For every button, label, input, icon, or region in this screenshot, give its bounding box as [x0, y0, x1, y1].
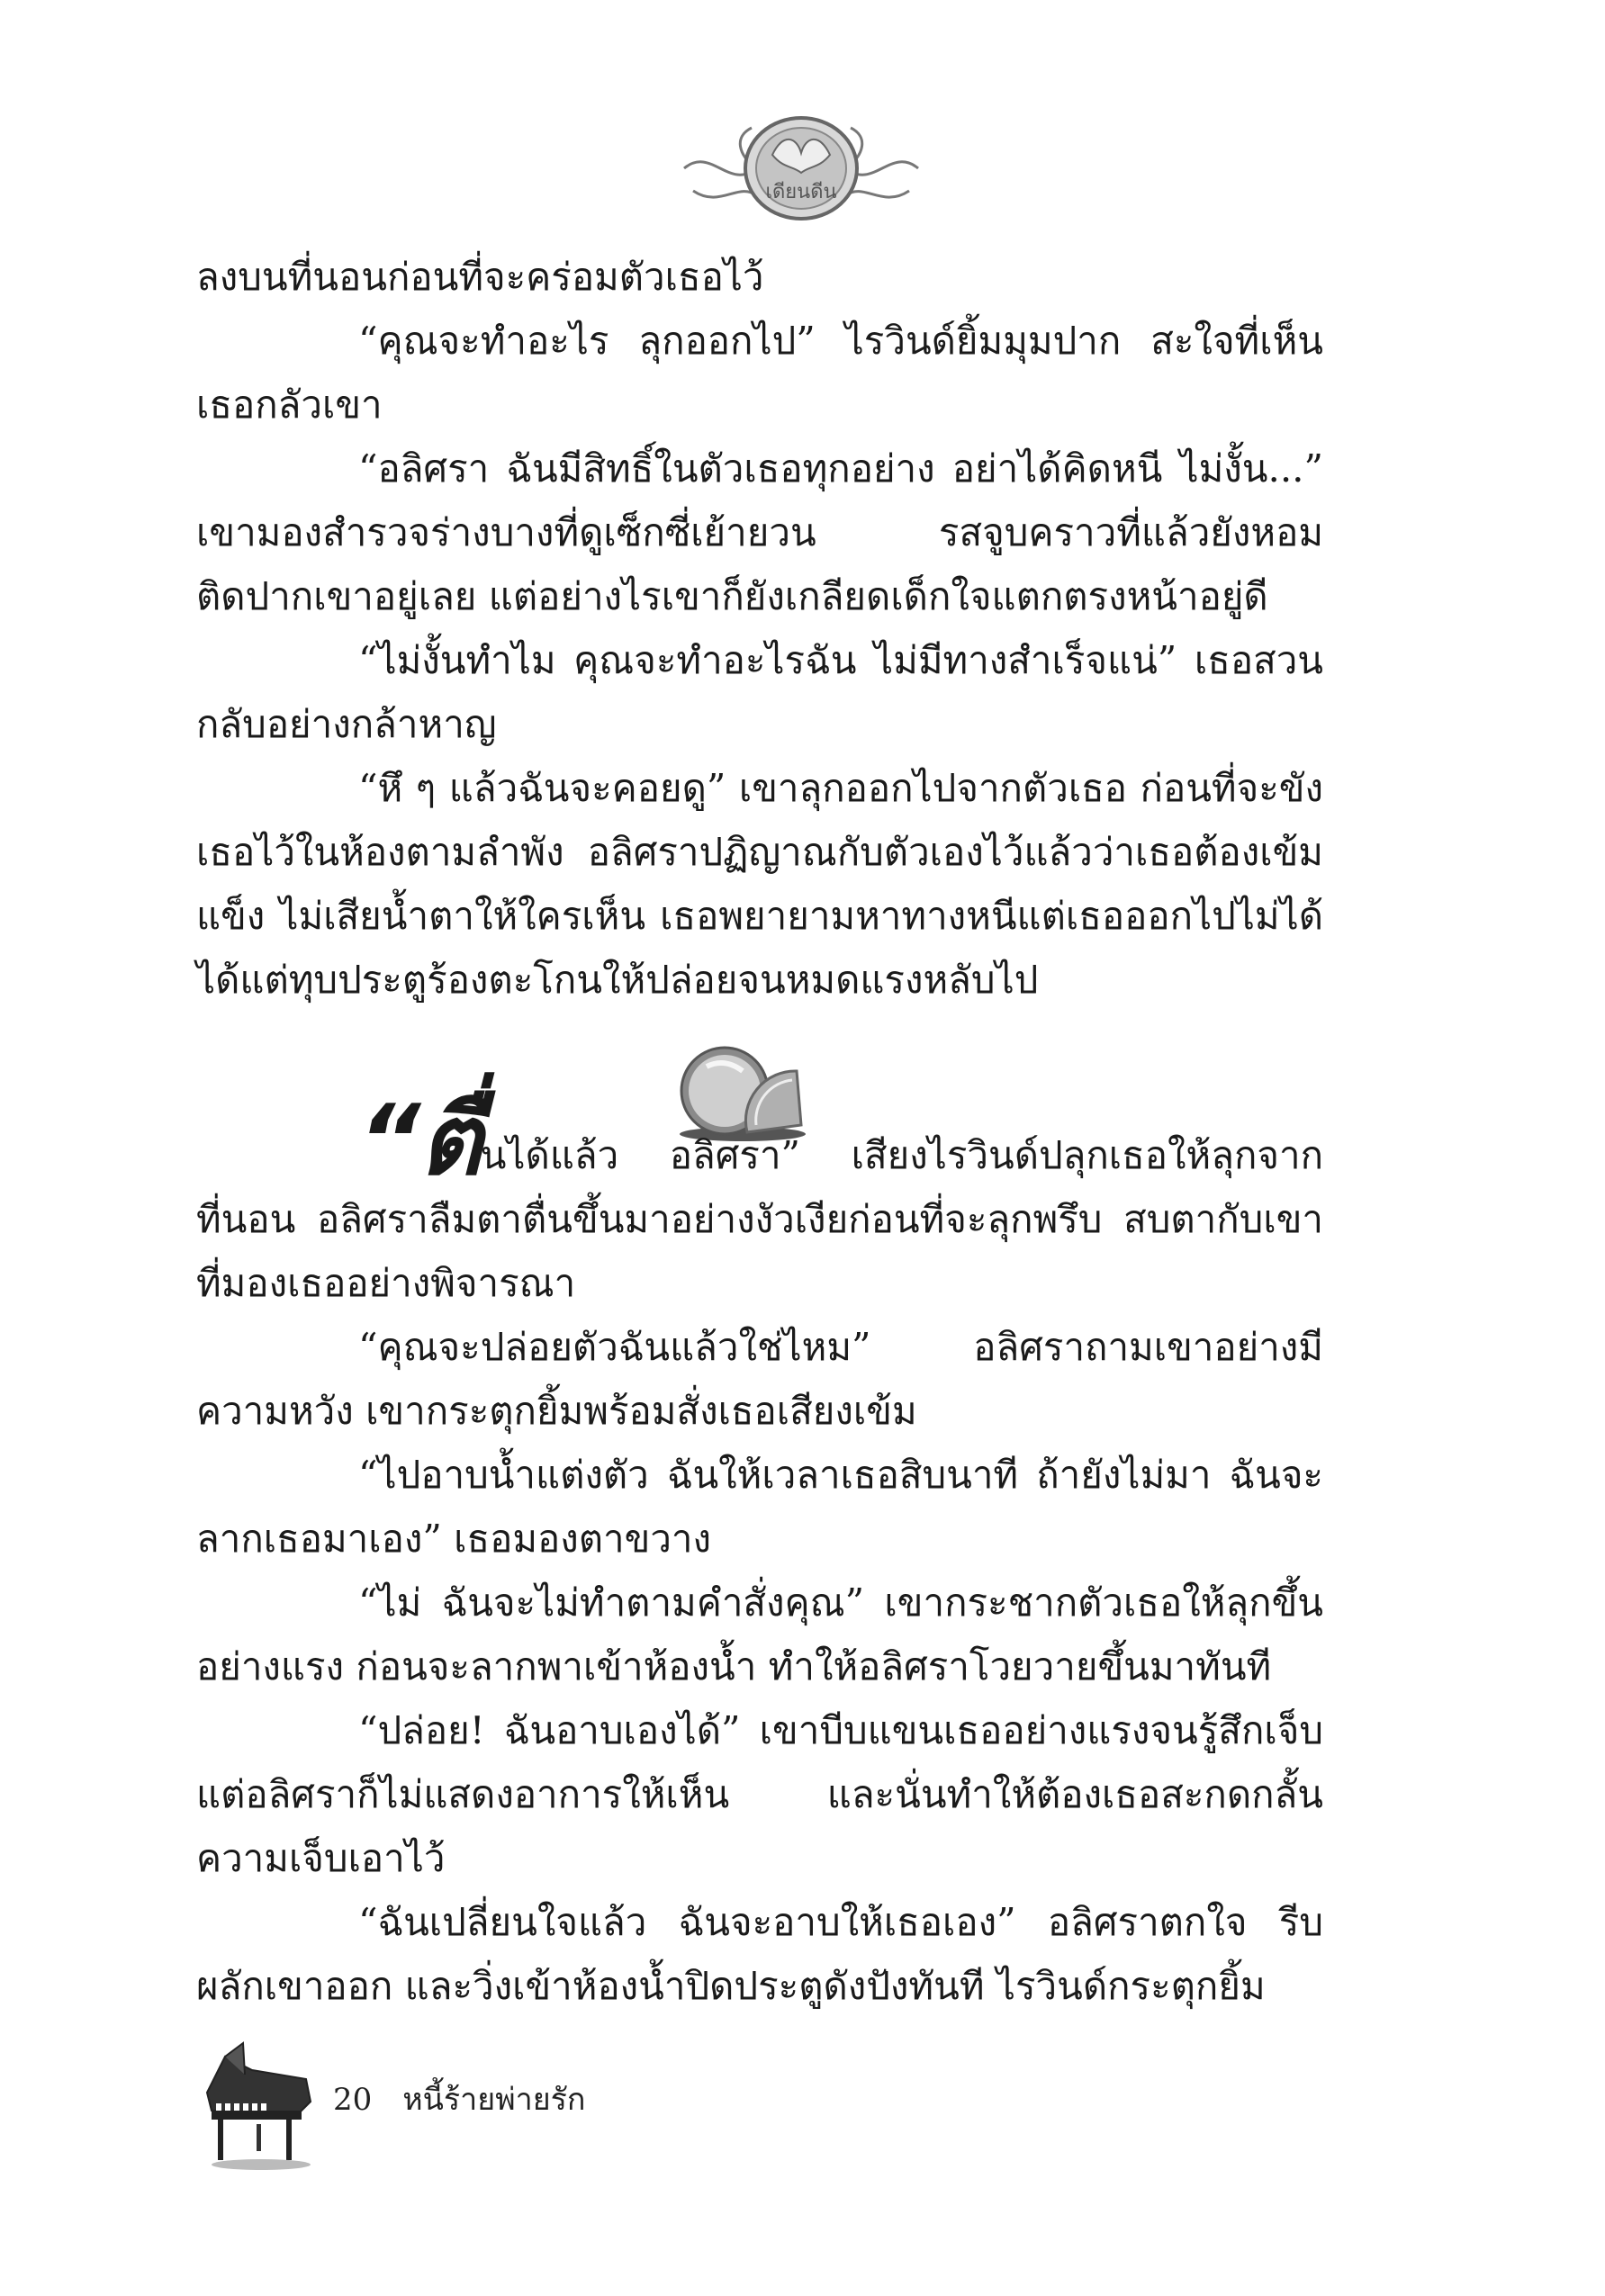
paragraph: “ไม่งั้นทำไม คุณจะทำอะไรฉัน ไม่มีทางสำเร็จแน่” เธอสวนกลับอย่างกล้าหาญ — [196, 638, 1323, 746]
paragraph: “ไปอาบน้ำแต่งตัว ฉันให้เวลาเธอสิบนาที ถ้ายังไม่มา ฉันจะลากเธอมาเอง” เธอมองตาขวาง — [196, 1453, 1323, 1561]
text-block-bottom — [196, 1085, 1323, 2018]
page-number: 20 — [333, 2082, 373, 2118]
logo-text: เดียนดีน — [765, 181, 837, 203]
paragraph: “คุณจะปล่อยตัวฉันแล้วใช่ไหม” อลิศราถามเขาอย่างมีความหวัง เขากระตุกยิ้มพร้อมสั่งเธอเสียงเข้ม — [196, 1325, 1323, 1433]
paragraph: ลงบนที่นอนก่อนที่จะคร่อมตัวเธอไว้ — [196, 255, 764, 299]
dropcap-paragraph — [196, 1085, 1323, 1315]
text-block-top — [196, 245, 1323, 1012]
paragraph: “ฉันเปลี่ยนใจแล้ว ฉันจะอาบให้เธอเอง” อลิศราตกใจ รีบผลักเขาออก และวิ่งเข้าห้องน้ำปิดประตูดังปังทันที ไรวินด์กระตุกยิ้ม — [196, 1900, 1323, 2008]
paragraph: “อลิศรา ฉันมีสิทธิ์ในตัวเธอทุกอย่าง อย่าได้คิดหนี ไม่งั้น...” เขามองสำรวจร่างบางที่ดูเซ็กซี่เย้ายวน รสจูบคราวที่แล้วยังหอมติดปากเขาอยู่เลย แต่อย่างไรเขาก็ยังเกลียดเด็กใจแตกตรงหน้าอยู่ดี — [196, 446, 1323, 618]
paragraph: “ไม่ ฉันจะไม่ทำตามคำสั่งคุณ” เขากระชากตัวเธอให้ลุกขึ้นอย่างแรง ก่อนจะลากพาเข้าห้องน้ำ ทำให้อลิศราโวยวายขึ้นมาทันที — [196, 1580, 1323, 1688]
paragraph: “หึ ๆ แล้วฉันจะคอยดู” เขาลุกออกไปจากตัวเธอ ก่อนที่จะขังเธอไว้ในห้องตามลำพัง อลิศราปฏิญาณกับตัวเองไว้แล้วว่าเธอต้องเข้มแข็ง ไม่เสียน้ำตาให้ใครเห็น เธอพยายามหาทางหนีแต่เธอออกไปไม่ได้ ได้แต่ทุบประตูร้องตะโกนให้ปล่อยจนหมดแรงหลับไป — [196, 766, 1323, 1002]
paragraph: “ปล่อย! ฉันอาบเองได้” เขาบีบแขนเธออย่างแรงจนรู้สึกเจ็บ แต่อลิศราก็ไม่แสดงอาการให้เห็น และนั่นทำให้ต้องเธอสะกดกลั้นความเจ็บเอาไว้ — [196, 1708, 1323, 1880]
page-footer — [333, 2082, 585, 2118]
dropcap-letter: “ตื่ — [358, 1085, 481, 1197]
dropcap-paragraph-text: นได้แล้ว อลิศรา” เสียงไรวินด์ปลุกเธอให้ลุกจากที่นอน อลิศราลืมตาตื่นขึ้นมาอย่างงัวเงียก่อนที่จะลุกพรึบ สบตากับเขาที่มองเธออย่างพิจารณา — [196, 1133, 1323, 1305]
text-block-bottom-paragraphs — [196, 1315, 1323, 2018]
paragraph: “คุณจะทำอะไร ลุกออกไป” ไรวินด์ยิ้มมุมปาก สะใจที่เห็นเธอกลัวเขา — [196, 319, 1323, 427]
header-ornament-logo — [666, 83, 936, 236]
piano-icon — [189, 2039, 324, 2174]
book-title: หนี้ร้ายพ่ายรัก — [402, 2082, 586, 2118]
